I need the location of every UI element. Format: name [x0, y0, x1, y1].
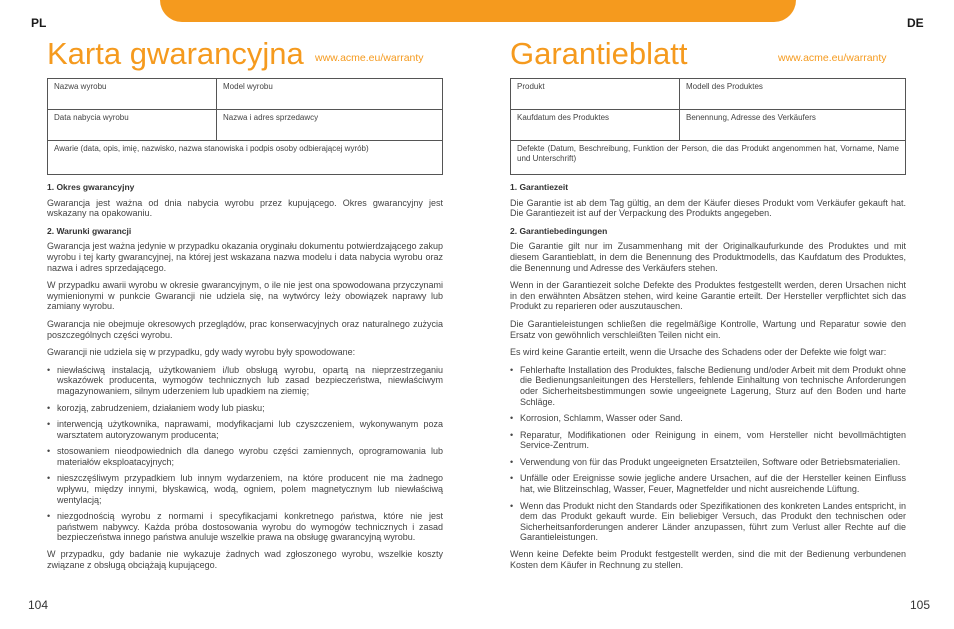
warranty-terms: [47, 182, 443, 577]
warranty-form-table: [47, 78, 443, 175]
failures-field[interactable]: Defekte (Datum, Beschreibung, Funktion der Person, die das Produkt angenommen hat, Vorname, Name und Unterschrift): [511, 141, 906, 175]
warranty-url-link[interactable]: www.acme.eu/warranty: [778, 52, 887, 64]
product-model-field[interactable]: Model wyrobu: [217, 79, 443, 110]
paragraph: Die Garantie ist ab dem Tag gültig, an dem der Käufer dieses Produkt vom Verkäufer gekauft hat. Die Garantiezeit ist auf der Verpackung des Produkts angegeben.: [510, 197, 906, 219]
language-tag-pl: PL: [31, 16, 47, 30]
list-item: • Reparatur, Modifikationen oder Reinigung in einem, vom Hersteller nicht bevollmächtigten Service-Zentrum.: [510, 430, 906, 451]
list-item: • Verwendung von für das Produkt ungeeigneten Ersatzteilen, Software oder Betriebsmaterialien.: [510, 457, 906, 468]
page-number-left: 104: [28, 598, 49, 612]
paragraph: Wenn keine Defekte beim Produkt festgestellt werden, sind die mit der Bedienung verbundenen Kosten dem Käufer in Rechnung zu stellen.: [510, 549, 906, 570]
language-tag-de: DE: [907, 16, 924, 30]
section-heading: 2. Garantiebedingungen: [510, 225, 608, 236]
paragraph: Gwarancja jest ważna od dnia nabycia wyrobu przez kupującego. Okres gwarancyjny jest wskazany na opakowaniu.: [47, 197, 443, 219]
seller-field[interactable]: Nazwa i adres sprzedawcy: [217, 110, 443, 141]
seller-field[interactable]: Benennung, Adresse des Verkäufers: [680, 110, 906, 141]
page-title: Karta gwarancyjna: [47, 36, 304, 71]
purchase-date-field[interactable]: Kaufdatum des Produktes: [511, 110, 680, 141]
page-title: Garantieblatt: [510, 36, 688, 71]
purchase-date-field[interactable]: Data nabycia wyrobu: [48, 110, 217, 141]
top-orange-band: [160, 0, 796, 22]
list-item: • korozją, zabrudzeniem, działaniem wody lub piasku;: [47, 403, 443, 414]
failures-field[interactable]: Awarie (data, opis, imię, nazwisko, nazwa stanowiska i podpis osoby odbierającej wyrób): [48, 141, 443, 175]
paragraph: Gwarancji nie udziela się w przypadku, gdy wady wyrobu były spowodowane:: [47, 347, 356, 358]
list-item: • Unfälle oder Ereignisse sowie jegliche andere Ursachen, auf die der Hersteller keinen Einfluss hat, wie Blitzeinschlag, Wasser, Feuer, Magnetfelder und nicht ausreichende Lüftung.: [510, 473, 906, 494]
section-heading: 2. Warunki gwarancji: [47, 225, 132, 236]
list-item: • niewłaściwą instalacją, użytkowaniem i/lub obsługą wyrobu, opartą na nieprzestrzeganiu wskazówek producenta, wymogów technicznych lub zasad bezpieczeństwa, niewłaściwym magazynowaniem, silnym uderzeniem lub upadkiem na ziemię;: [47, 365, 443, 397]
list-item: • niezgodnością wyrobu z normami i specyfikacjami konkretnego państwa, które nie jest państwem nabywcy. Każda próba dostosowania wyrobu do wymogów technicznych i zasad bezpieczeństwa innego państwa anuluje wszelkie prawa na obsługę gwarancyjną wyrobu.: [47, 511, 443, 543]
paragraph: Wenn in der Garantiezeit solche Defekte des Produktes festgestellt werden, deren Ursachen nicht in den erwähnten Absätzen stehen, wird keine Garantie erteilt. Der Hersteller verpflichtet sich das Produkt zu reparieren oder auszutauschen.: [510, 280, 906, 312]
list-item: • interwencją użytkownika, naprawami, modyfikacjami lub czyszczeniem, wykonywanym poza warsztatem autoryzowanym producenta;: [47, 419, 443, 440]
exclusion-list: [510, 365, 906, 543]
warranty-url-link[interactable]: www.acme.eu/warranty: [315, 52, 424, 64]
warranty-terms: [510, 182, 906, 577]
paragraph: W przypadku, gdy badanie nie wykazuje żadnych wad zgłoszonego wyrobu, wszelkie koszty związane z obsługą obciążają kupującego.: [47, 549, 443, 570]
section-heading: 1. Garantiezeit: [510, 182, 569, 192]
list-item: • nieszczęśliwym przypadkiem lub innym wydarzeniem, na które producent nie ma żadnego wpływu, między innymi, błyskawicą, wodą, ogniem, polem magnetycznym lub niewłaściwą wentylacją;: [47, 473, 443, 505]
list-item: • Fehlerhafte Installation des Produktes, falsche Bedienung und/oder Arbeit mit dem Produkt ohne die Bedienungsanleitungen des Herstellers, fehlende Einhaltung von technische Anforderungen oder Sicherheitsbestimmungen sowie ungeeignete Lagerung, Sturz auf den Boden und harte Schläge.: [510, 365, 906, 407]
product-model-field[interactable]: Modell des Produktes: [680, 79, 906, 110]
paragraph: Es wird keine Garantie erteilt, wenn die Ursache des Schadens oder der Defekte wie folgt war:: [510, 347, 887, 358]
list-item: • stosowaniem nieodpowiednich dla danego wyrobu części zamiennych, oprogramowania lub materiałów eksploatacyjnych;: [47, 446, 443, 467]
product-name-field[interactable]: Nazwa wyrobu: [48, 79, 217, 110]
section-heading: 1. Okres gwarancyjny: [47, 182, 135, 192]
exclusion-list: [47, 365, 443, 543]
paragraph: Die Garantieleistungen schließen die regelmäßige Kontrolle, Wartung und Reparatur sowie den Ersatz von gewöhnlich verschleißten Teilen nicht ein.: [510, 318, 906, 340]
paragraph: Gwarancja nie obejmuje okresowych przeglądów, prac konserwacyjnych oraz naturalnego zużycia poszczególnych części wyrobu.: [47, 318, 443, 340]
warranty-form-table: [510, 78, 906, 175]
product-name-field[interactable]: Produkt: [511, 79, 680, 110]
page-right: [510, 36, 906, 570]
list-item: • Wenn das Produkt nicht den Standards oder Spezifikationen des konkreten Landes entspricht, in dem das Produkt gekauft wurde. Ein beliebiger Versuch, das Produkt den technischen oder Sicherheitsanforderungen anderer Länder anzupassen, führt zum Verlust aller Rechte auf die Garantieleistungen.: [510, 501, 906, 543]
paragraph: Gwarancja jest ważna jedynie w przypadku okazania oryginału dokumentu potwierdzającego zakup wyrobu i tej karty gwarancyjnej, na której jest wskazana nazwa modelu i data nabycia wyrobu oraz nazwa i adres sprzedającego.: [47, 241, 443, 273]
page-number-right: 105: [910, 598, 931, 612]
paragraph: W przypadku awarii wyrobu w okresie gwarancyjnym, o ile nie jest ona spowodowana przyczynami wymienionymi w punkcie Gwarancji nie udziela się, na wytwórcy leży obowiązek naprawy lub zamiany wyrobu.: [47, 280, 443, 312]
list-item: • Korrosion, Schlamm, Wasser oder Sand.: [510, 413, 906, 424]
page-left: [47, 36, 443, 570]
paragraph: Die Garantie gilt nur im Zusammenhang mit der Originalkaufurkunde des Produktes und mit diesem Garantieblatt, in dem die Benennung des Produktmodells, das Kaufdatum des Produktes, die Benennung und Adresse des Verkäufers stehen.: [510, 241, 906, 273]
